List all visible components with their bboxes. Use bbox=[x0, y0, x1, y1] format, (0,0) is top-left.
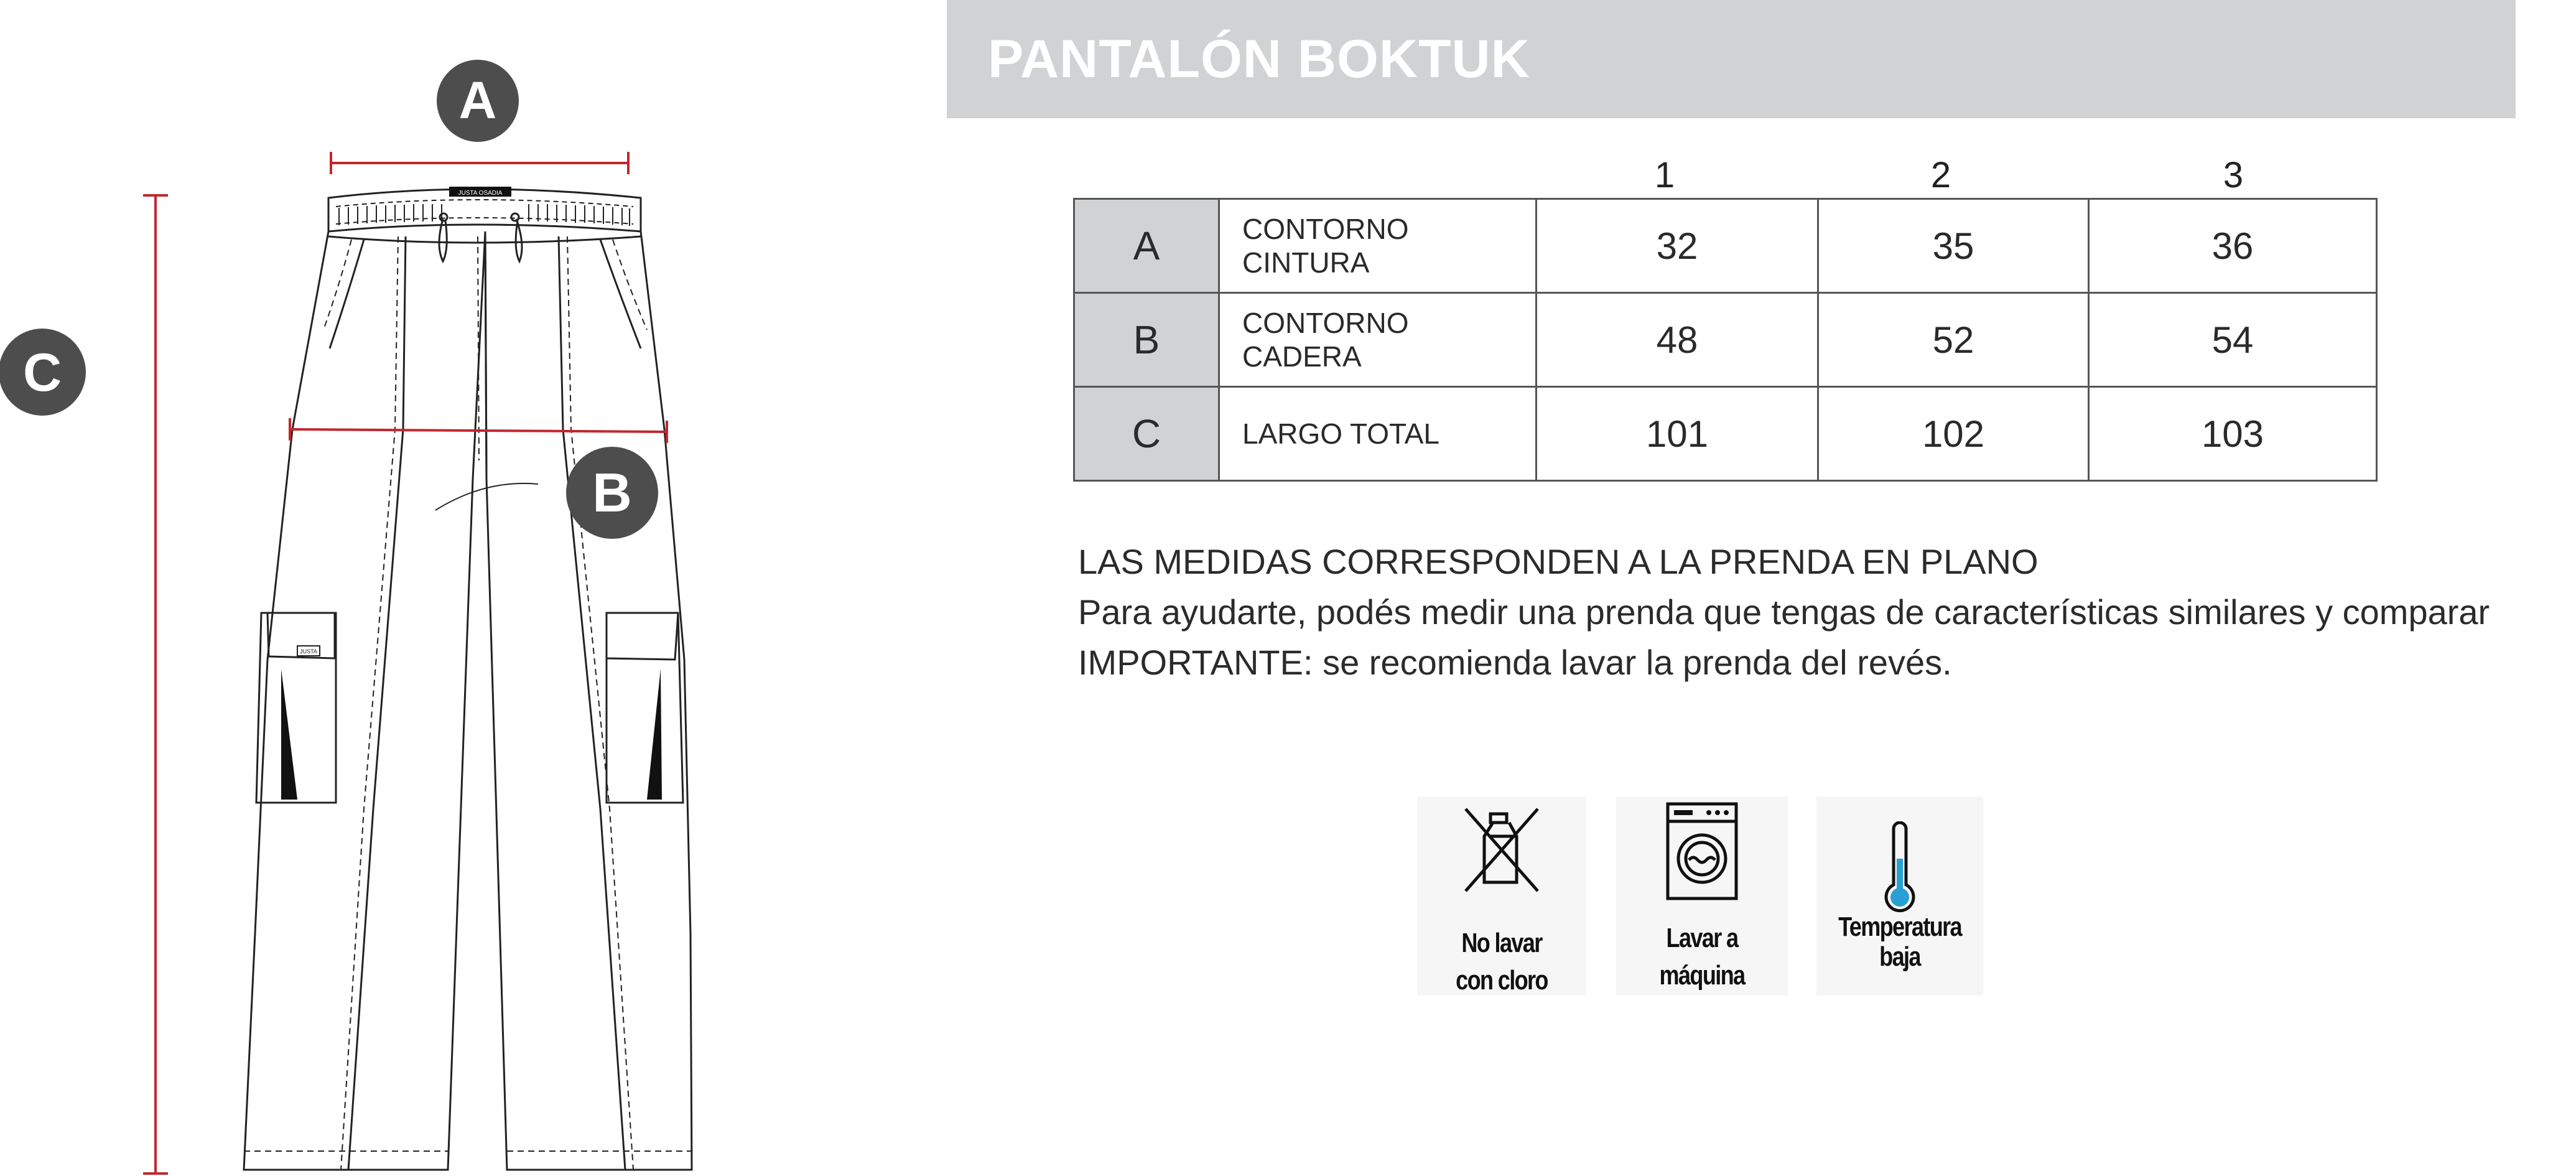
row-measure: CONTORNO CADERA bbox=[1219, 293, 1537, 387]
table-row bbox=[1074, 387, 2377, 481]
care-machine-wash bbox=[1616, 796, 1788, 996]
size-header-1: 1 bbox=[1654, 155, 1675, 195]
pants-outline bbox=[244, 231, 485, 1170]
row-letter: C bbox=[1074, 387, 1219, 481]
svg-text:A: A bbox=[458, 71, 497, 129]
care-label: Lavar a máquina bbox=[1659, 923, 1745, 991]
marker-a bbox=[437, 60, 519, 142]
measure-line-c bbox=[143, 195, 168, 1174]
row-value: 35 bbox=[1818, 199, 2089, 293]
waistband-brand-label: JUSTA OSADIA bbox=[458, 190, 503, 197]
row-measure: CONTORNO CINTURA bbox=[1219, 199, 1537, 293]
measurement-notes bbox=[1078, 536, 2571, 688]
note-line: Para ayudarte, podés medir una prenda que tengas de características similares y comparar bbox=[1078, 592, 2490, 632]
no-bleach-icon bbox=[1452, 800, 1551, 900]
measure-line-a bbox=[331, 152, 628, 174]
svg-text:B: B bbox=[592, 462, 632, 523]
row-value: 36 bbox=[2089, 199, 2377, 293]
row-value: 32 bbox=[1537, 199, 1818, 293]
marker-b bbox=[566, 447, 658, 539]
care-low-temp bbox=[1816, 796, 1983, 996]
svg-text:C: C bbox=[22, 343, 62, 403]
row-value: 52 bbox=[1818, 293, 2089, 387]
cargo-pocket-right bbox=[607, 613, 683, 803]
pants-technical-drawing bbox=[0, 0, 697, 1176]
size-header-2: 2 bbox=[1930, 155, 1951, 195]
title-bar bbox=[947, 0, 2516, 118]
table-row bbox=[1074, 293, 2377, 387]
row-measure: LARGO TOTAL bbox=[1219, 387, 1537, 481]
note-line: LAS MEDIDAS CORRESPONDEN A LA PRENDA EN PLANO bbox=[1078, 542, 2039, 581]
washing-machine-icon bbox=[1662, 799, 1742, 905]
size-table bbox=[1073, 198, 2378, 482]
note-line: IMPORTANTE: se recomienda lavar la prenda del revés. bbox=[1078, 643, 1952, 682]
care-label: No lavar con cloro bbox=[1456, 928, 1548, 996]
row-value: 54 bbox=[2089, 293, 2377, 387]
row-value: 101 bbox=[1537, 387, 1818, 481]
care-label: Temperatura baja bbox=[1838, 912, 1961, 972]
size-header-3: 3 bbox=[2223, 155, 2244, 195]
table-row bbox=[1074, 199, 2377, 293]
pocket-brand-label: JUSTA bbox=[300, 648, 317, 655]
row-value: 103 bbox=[2089, 387, 2377, 481]
page-title: PANTALÓN BOKTUK bbox=[988, 29, 1530, 89]
row-letter: B bbox=[1074, 293, 1219, 387]
row-value: 102 bbox=[1818, 387, 2089, 481]
care-no-bleach bbox=[1417, 796, 1586, 996]
marker-c bbox=[0, 329, 86, 416]
row-value: 48 bbox=[1537, 293, 1818, 387]
row-letter: A bbox=[1074, 199, 1219, 293]
